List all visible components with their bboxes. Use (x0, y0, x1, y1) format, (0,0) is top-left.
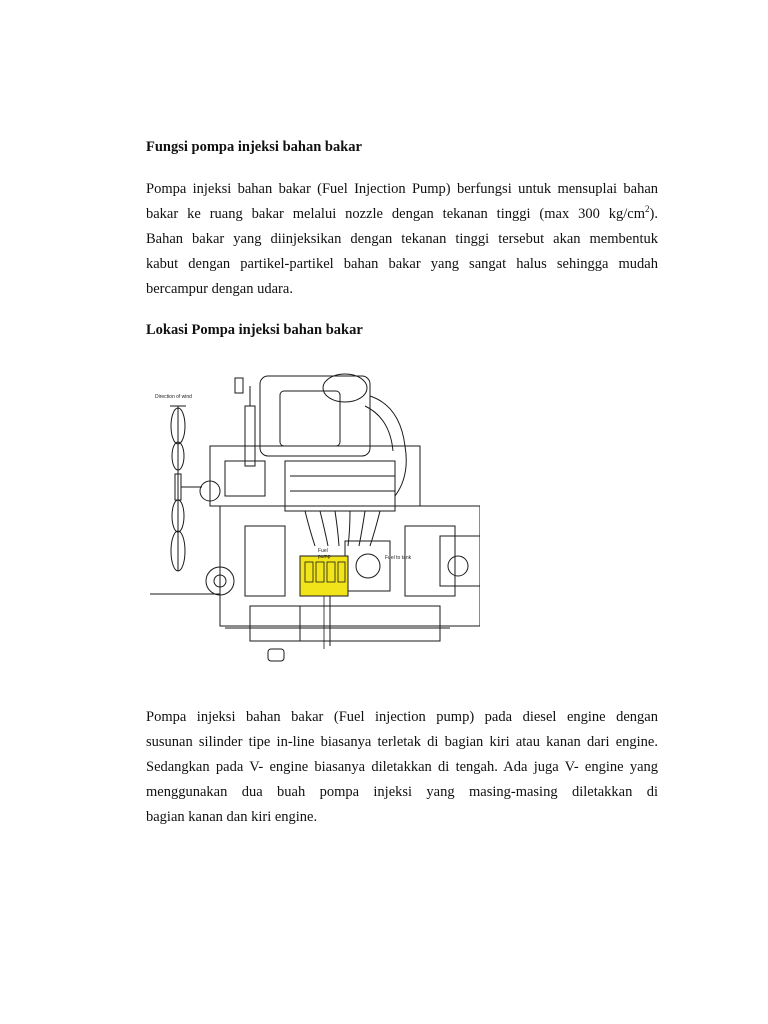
paragraph-function (146, 179, 658, 304)
paragraph-line: bagian kanan dan kiri engine. (146, 809, 318, 825)
paragraph-line: Pompa injeksi bahan bakar (Fuel injection pump) pada diesel engine dengan (146, 709, 658, 725)
line-text: bakar ke ruang bakar melalui nozzle dengan tekanan tinggi (max 300 kg/cm (146, 206, 646, 222)
line-suffix: ). (649, 206, 658, 222)
paragraph-line: Sedangkan pada V- engine biasanya diletakkan di tengah. Ada juga V- engine yang (146, 759, 658, 775)
pump-label: pump (318, 554, 331, 560)
paragraph-line: kabut dengan partikel-partikel bahan bakar yang sangat halus sehingga mudah (146, 256, 658, 272)
fuel-label: Fuel (318, 548, 328, 554)
paragraph-line: Pompa injeksi bahan bakar (Fuel Injection Pump) berfungsi untuk mensuplai bahan (146, 181, 658, 197)
paragraph-line: susunan silinder tipe in-line biasanya terletak di bagian kiri atau kanan dari engine. (146, 734, 658, 750)
engine-diagram (150, 366, 480, 671)
superscript: 2 (645, 204, 650, 215)
wind-label: Direction of wind (155, 394, 192, 400)
engine-drawing (150, 366, 480, 671)
section-heading-function: Fungsi pompa injeksi bahan bakar (146, 139, 362, 155)
fan-icon (171, 406, 202, 571)
section-heading-location: Lokasi Pompa injeksi bahan bakar (146, 322, 363, 338)
paragraph-line: Bahan bakar yang diinjeksikan dengan tekanan tinggi tersebut akan membentuk (146, 231, 658, 247)
paragraph-pump-placement (146, 707, 658, 832)
paragraph-line: bercampur dengan udara. (146, 281, 293, 297)
paragraph-line: menggunakan dua buah pompa injeksi yang masing-masing diletakkan di (146, 784, 658, 800)
paragraph-line-with-superscript (146, 204, 658, 229)
fuel-to-tank-label: Fuel to tank (385, 555, 412, 561)
